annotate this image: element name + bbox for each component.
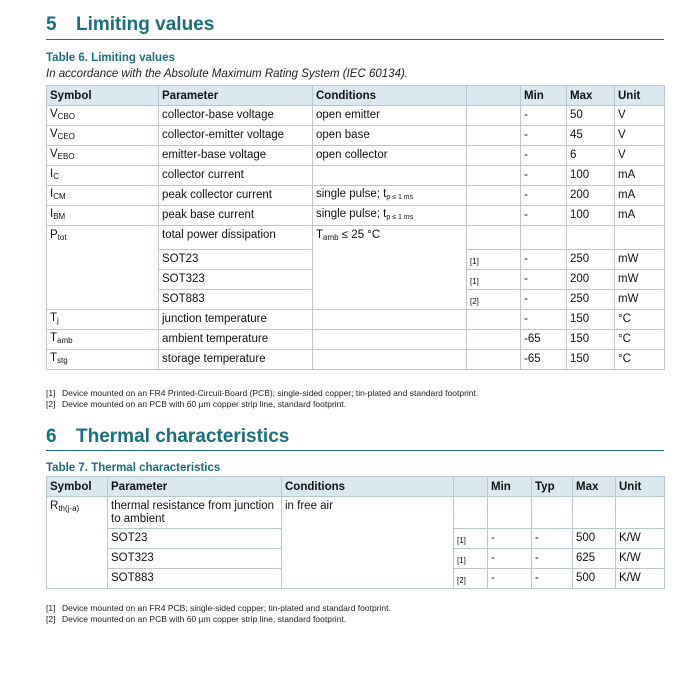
symbol-cell: $T_{stg}$ [47, 350, 159, 370]
parameter-cell: collector-base voltage [159, 106, 313, 126]
min-cell: -65 [521, 350, 567, 370]
min-cell: - [521, 166, 567, 186]
unit-cell: mW [615, 270, 665, 290]
parameter-cell: peak base current [159, 206, 313, 226]
unit-cell: V [615, 126, 665, 146]
unit-cell: mW [615, 250, 665, 270]
conditions-cell [313, 310, 467, 330]
typ-cell: - [532, 549, 573, 569]
note-ref: [1] [454, 529, 488, 549]
note-cell [467, 226, 521, 250]
unit-cell: °C [615, 310, 665, 330]
table-6-caption: Table 6. Limiting values [46, 52, 175, 64]
table-row [47, 497, 665, 529]
header-unit: Unit [615, 86, 665, 106]
note-ref: [2] [467, 290, 521, 310]
header-conditions: Conditions [282, 477, 454, 497]
min-cell: - [521, 146, 567, 166]
symbol-cell: $I_{CM}$ [47, 186, 159, 206]
note-ref: [1] [467, 250, 521, 270]
conditions-cell [313, 330, 467, 350]
table-row [47, 126, 665, 146]
symbol-cell: $I_C$ [47, 166, 159, 186]
typ-cell: - [532, 569, 573, 589]
max-cell: 150 [567, 330, 615, 350]
footnote-2: [2] Device mounted on an PCB with 60 µm copper strip line, standard footprint. [46, 399, 347, 409]
min-cell: - [488, 549, 532, 569]
table-row [47, 310, 665, 330]
unit-cell: V [615, 146, 665, 166]
symbol-cell: $T_j$ [47, 310, 159, 330]
max-cell: 100 [567, 206, 615, 226]
parameter-cell: storage temperature [159, 350, 313, 370]
unit-cell: mA [615, 166, 665, 186]
max-cell [573, 497, 616, 529]
note-cell [467, 186, 521, 206]
conditions-cell: single pulse; tp ≤ 1 ms [313, 186, 467, 206]
note-cell [467, 126, 521, 146]
note-ref: [1] [467, 270, 521, 290]
table-row [47, 350, 665, 370]
min-cell: -65 [521, 330, 567, 350]
unit-cell: °C [615, 350, 665, 370]
max-cell: 6 [567, 146, 615, 166]
section-5-heading [46, 14, 214, 36]
table-row [47, 206, 665, 226]
section-rule [46, 39, 664, 40]
parameter-cell: collector-emitter voltage [159, 126, 313, 146]
symbol-cell: $R_{th(j-a)}$ [47, 497, 108, 589]
unit-cell [616, 497, 665, 529]
parameter-cell: ambient temperature [159, 330, 313, 350]
unit-cell [615, 226, 665, 250]
limiting-values-table [46, 85, 665, 370]
thermal-characteristics-table [46, 476, 665, 589]
conditions-cell: $T_{amb} \le 25$ °C [313, 226, 467, 310]
max-cell: 250 [567, 250, 615, 270]
table-row [47, 106, 665, 126]
unit-cell: °C [615, 330, 665, 350]
min-cell [521, 226, 567, 250]
symbol-cell: $V_{CBO}$ [47, 106, 159, 126]
min-cell: - [521, 270, 567, 290]
min-cell: - [488, 529, 532, 549]
section-rule [46, 450, 664, 451]
max-cell [567, 226, 615, 250]
max-cell: 500 [573, 569, 616, 589]
parameter-cell: thermal resistance from junction to ambient [108, 497, 282, 529]
note-ref: [2] [454, 569, 488, 589]
package-cell: SOT23 [159, 250, 313, 270]
table-header-row [47, 86, 665, 106]
note-ref: [1] [454, 549, 488, 569]
min-cell: - [521, 106, 567, 126]
header-symbol: Symbol [47, 477, 108, 497]
header-parameter: Parameter [108, 477, 282, 497]
max-cell: 150 [567, 310, 615, 330]
header-note [454, 477, 488, 497]
note-cell [467, 146, 521, 166]
header-max: Max [573, 477, 616, 497]
unit-cell: K/W [616, 549, 665, 569]
conditions-cell: in free air [282, 497, 454, 589]
section-title: Thermal characteristics [76, 426, 290, 447]
parameter-cell: collector current [159, 166, 313, 186]
conditions-cell: open collector [313, 146, 467, 166]
unit-cell: mA [615, 206, 665, 226]
note-cell [467, 350, 521, 370]
parameter-cell: peak collector current [159, 186, 313, 206]
unit-cell: K/W [616, 569, 665, 589]
header-min: Min [488, 477, 532, 497]
table-row [47, 330, 665, 350]
package-cell: SOT883 [108, 569, 282, 589]
unit-cell: V [615, 106, 665, 126]
max-cell: 500 [573, 529, 616, 549]
table-row [47, 166, 665, 186]
section-title: Limiting values [76, 14, 215, 35]
conditions-cell [313, 350, 467, 370]
header-symbol: Symbol [47, 86, 159, 106]
max-cell: 200 [567, 270, 615, 290]
symbol-cell: $T_{amb}$ [47, 330, 159, 350]
footnote-1: [1] Device mounted on an FR4 PCB; single-sided copper; tin-plated and standard footprint. [46, 603, 391, 613]
header-note [467, 86, 521, 106]
header-typ: Typ [532, 477, 573, 497]
symbol-cell: $I_{BM}$ [47, 206, 159, 226]
max-cell: 50 [567, 106, 615, 126]
header-parameter: Parameter [159, 86, 313, 106]
note-cell [467, 330, 521, 350]
package-cell: SOT23 [108, 529, 282, 549]
typ-cell: - [532, 529, 573, 549]
min-cell: - [521, 290, 567, 310]
unit-cell: mA [615, 186, 665, 206]
min-cell: - [521, 250, 567, 270]
min-cell: - [488, 569, 532, 589]
max-cell: 150 [567, 350, 615, 370]
table-6-subtitle: In accordance with the Absolute Maximum Rating System (IEC 60134). [46, 68, 408, 80]
package-cell: SOT323 [108, 549, 282, 569]
header-max: Max [567, 86, 615, 106]
max-cell: 200 [567, 186, 615, 206]
conditions-cell: open base [313, 126, 467, 146]
conditions-cell [313, 166, 467, 186]
conditions-cell: open emitter [313, 106, 467, 126]
max-cell: 100 [567, 166, 615, 186]
min-cell: - [521, 126, 567, 146]
header-min: Min [521, 86, 567, 106]
note-cell [467, 206, 521, 226]
min-cell: - [521, 310, 567, 330]
max-cell: 625 [573, 549, 616, 569]
symbol-cell: $V_{EBO}$ [47, 146, 159, 166]
max-cell: 45 [567, 126, 615, 146]
min-cell: - [521, 206, 567, 226]
header-conditions: Conditions [313, 86, 467, 106]
unit-cell: K/W [616, 529, 665, 549]
max-cell: 250 [567, 290, 615, 310]
min-cell: - [521, 186, 567, 206]
table-row [47, 146, 665, 166]
parameter-cell: junction temperature [159, 310, 313, 330]
footnote-2: [2] Device mounted on an PCB with 60 µm copper strip line, standard footprint. [46, 614, 347, 624]
min-cell [488, 497, 532, 529]
section-number: 5 [46, 14, 57, 35]
symbol-cell: $V_{CEO}$ [47, 126, 159, 146]
section-number: 6 [46, 426, 57, 447]
symbol-cell: $P_{tot}$ [47, 226, 159, 310]
note-cell [454, 497, 488, 529]
parameter-cell: emitter-base voltage [159, 146, 313, 166]
note-cell [467, 310, 521, 330]
conditions-cell: single pulse; tp ≤ 1 ms [313, 206, 467, 226]
note-cell [467, 106, 521, 126]
parameter-cell: total power dissipation [159, 226, 313, 250]
header-unit: Unit [616, 477, 665, 497]
typ-cell [532, 497, 573, 529]
table-row [47, 226, 665, 250]
note-cell [467, 166, 521, 186]
table-header-row [47, 477, 665, 497]
package-cell: SOT883 [159, 290, 313, 310]
unit-cell: mW [615, 290, 665, 310]
package-cell: SOT323 [159, 270, 313, 290]
table-row [47, 186, 665, 206]
section-6-heading [46, 426, 289, 448]
table-7-caption: Table 7. Thermal characteristics [46, 462, 221, 474]
footnote-1: [1] Device mounted on an FR4 Printed-Circuit-Board (PCB); single-sided copper; tin-plated and standard footprint. [46, 388, 479, 398]
